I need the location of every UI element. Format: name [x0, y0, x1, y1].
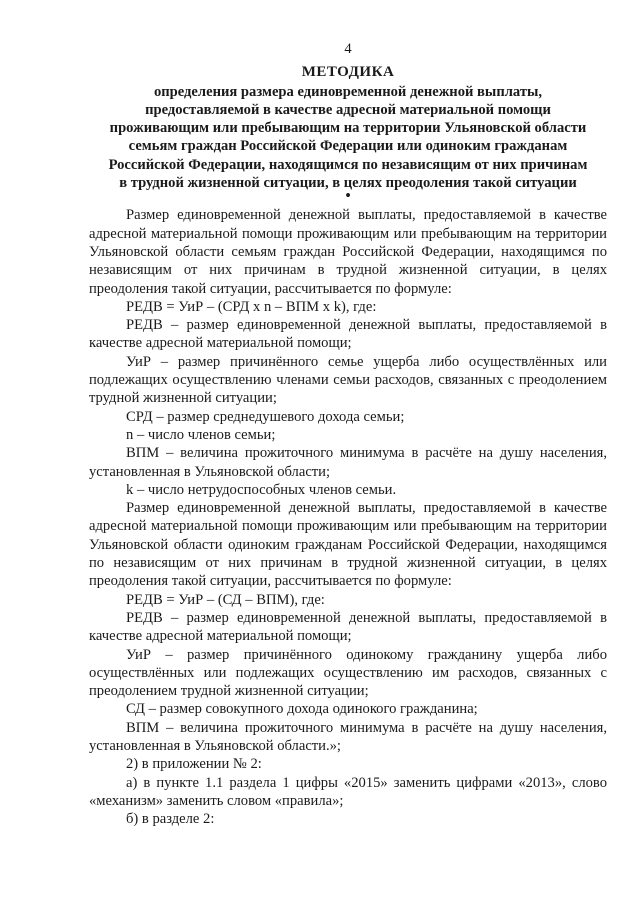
definition-k: k – число нетрудоспособных членов семьи. — [126, 481, 397, 498]
subtitle-line: в трудной жизненной ситуации, в целях преодоления такой ситуации — [119, 175, 577, 192]
definition-redv-single: РЕДВ – размер единовременной денежной выплаты, предоставляемой в качестве адресной материальной помощи; — [89, 609, 607, 645]
formula-family: РЕДВ = УиР – (СРД x n – ВПМ x k), где: — [126, 298, 377, 315]
formula-single: РЕДВ = УиР – (СД – ВПМ), где: — [126, 591, 325, 608]
subtitle-line: определения размера единовременной денежной выплаты, — [153, 83, 543, 100]
definition-vpm: ВПМ – величина прожиточного минимума в расчёте на душу населения, установленная в Ульяновской области; — [89, 445, 607, 480]
subtitle-line: предоставляемой в качестве адресной материальной помощи — [145, 101, 551, 118]
definition-vpm-single: ВПМ – величина прожиточного минимума в расчёте на душу населения, установленная в Ульяновской области.»; — [89, 719, 607, 754]
definition-uir: УиР – размер причинённого семье ущерба либо осуществлённых или подлежащих осуществлению членами семьи расходов, связанных с преодолением трудной жизненной ситуации; — [89, 353, 607, 407]
definition-sd: СД – размер совокупного дохода одинокого гражданина; — [126, 701, 478, 718]
definition-uir-single: УиР – размер причинённого одинокому гражданину ущерба либо осуществлённых или подлежащих осуществлению им расходов, связанных с преодолением трудной жизненной ситуации; — [89, 646, 607, 700]
paragraph-family-intro: Размер единовременной денежной выплаты, предоставляемой в качестве адресной материальной помощи проживающим или пребывающим на территории Ульяновской области семьям граждан Российской Федерации, находящимся по независящим от них причинам в трудной жизненной ситуации, в целях преодоления такой ситуации, рассчитывается по формуле: — [89, 207, 607, 297]
separator-dot: • — [345, 188, 351, 205]
subtitle-line: семьям граждан Российской Федерации или одиноким гражданам — [128, 138, 568, 155]
paragraph-single-intro: Размер единовременной денежной выплаты, предоставляемой в качестве адресной материальной помощи проживающим или пребывающим на территории Ульяновской области одиноким гражданам Российской Федерации, находящимся по независящим от них причинам в трудной жизненной ситуации, в целях преодоления такой ситуации, рассчитывается по формуле: — [89, 500, 607, 590]
subtitle-line: Российской Федерации, находящимся по независящим от них причинам — [108, 156, 588, 173]
document-title: МЕТОДИКА — [301, 64, 395, 81]
page-number: 4 — [344, 41, 352, 57]
subtitle-line: проживающим или пребывающим на территории Ульяновской области — [109, 120, 587, 137]
amendment-appendix-2: 2) в приложении № 2: — [126, 756, 262, 773]
definition-redv: РЕДВ – размер единовременной денежной выплаты, предоставляемой в качестве адресной материальной помощи; — [89, 317, 607, 352]
document-subtitle — [89, 83, 607, 193]
definition-n: n – число членов семьи; — [126, 426, 276, 443]
definition-srd: СРД – размер среднедушевого дохода семьи; — [126, 408, 405, 425]
amendment-item-b: б) в разделе 2: — [126, 811, 215, 828]
amendment-item-a: а) в пункте 1.1 раздела 1 цифры «2015» заменить цифрами «2013», слово «механизм» заменить словом «правила»; — [89, 774, 607, 809]
